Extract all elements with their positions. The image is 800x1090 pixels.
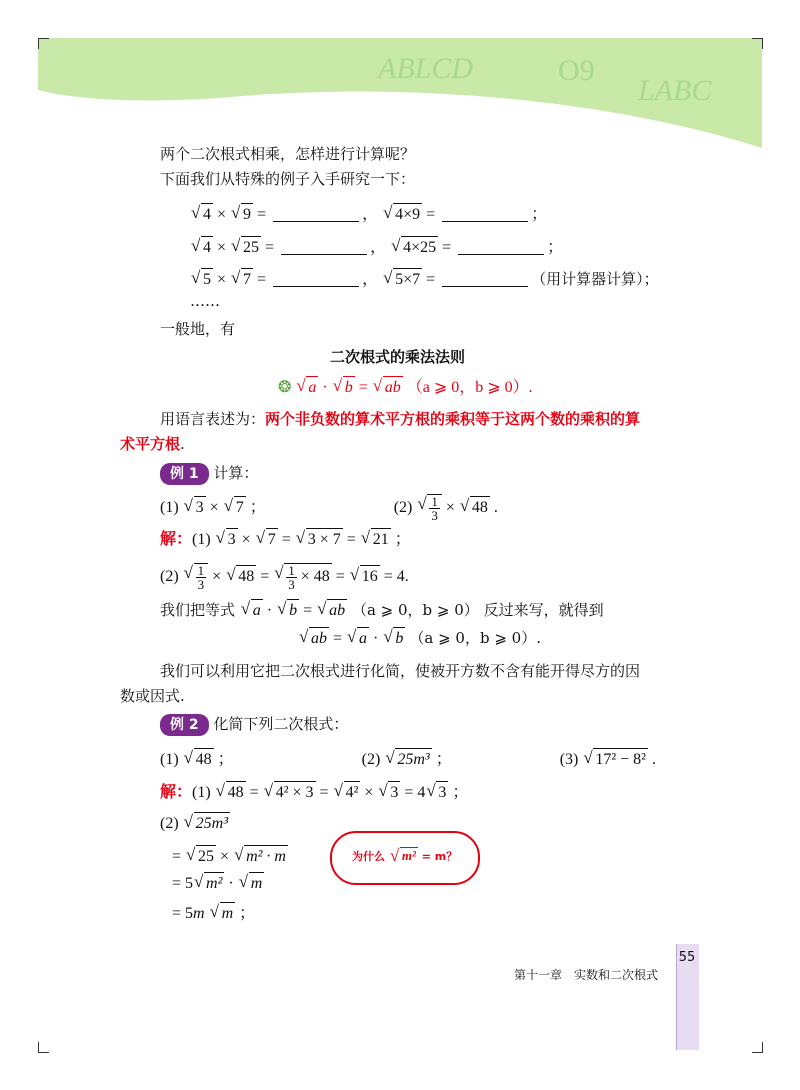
example2-badge: 例 2 <box>160 714 209 736</box>
example2-p3: 17² − 8² <box>593 748 648 771</box>
banner <box>38 38 762 148</box>
crop-mark-bottom-right <box>752 1042 763 1053</box>
example1-s2-result: 16 <box>360 565 380 588</box>
blank-3 <box>281 240 367 255</box>
example1-badge: 例 1 <box>160 463 209 485</box>
rule-condition: （a ⩾ 0，b ⩾ 0）. <box>406 379 533 396</box>
statement-prefix: 用语言表述为： <box>160 410 266 428</box>
example2-step-3: = 5m √ m ； <box>172 902 255 925</box>
crop-mark-bottom-left <box>38 1042 49 1053</box>
r3b: 7 <box>241 268 253 291</box>
rule-icon: ❂ <box>278 379 292 396</box>
banner-watermark-right: LABC <box>638 74 712 107</box>
r1c: 4×9 <box>393 203 422 226</box>
banner-watermark-mid: O9 <box>558 54 595 87</box>
reverse-formula: √ ab = √ a · √ b （a ⩾ 0，b ⩾ 0）. <box>298 627 541 650</box>
example1-p2-label: (2) <box>393 499 413 517</box>
bubble-text: 为什么 <box>352 850 385 863</box>
usage-line-2: 数或因式. <box>120 687 185 705</box>
reverse-cond-2: （a ⩾ 0，b ⩾ 0）. <box>409 629 541 647</box>
rule-b: b <box>343 376 355 399</box>
blank-6 <box>442 272 528 287</box>
exercise-row-1: √ 4 × √ 9 = ， √ 4×9 = ； <box>190 203 547 226</box>
r2b: 25 <box>241 236 261 259</box>
example1-header <box>160 462 258 485</box>
statement-line-2 <box>120 433 185 455</box>
reverse-text-1: 我们把等式 <box>160 601 236 619</box>
r3a: 5 <box>201 268 213 291</box>
example2-solution-2: (2) √ 25m³ <box>160 812 230 835</box>
rule-formula: ❂ √ a · √ b = √ ab （a ⩾ 0，b ⩾ 0）. <box>278 376 533 399</box>
example1-s2-final: = 4. <box>383 568 409 586</box>
calc-note: （用计算器计算）； <box>531 270 659 288</box>
intro-line-2: 下面我们从特殊的例子入手研究一下： <box>160 170 416 188</box>
example1-solution-label: 解： <box>160 529 193 548</box>
rule-title: 二次根式的乘法法则 <box>330 348 466 366</box>
example1-p1-label: (1) <box>160 499 179 517</box>
example1-task: 计算： <box>213 464 259 482</box>
ellipsis: …… <box>190 292 220 310</box>
statement-end: . <box>180 435 185 453</box>
example2-step-2: = 5√ m² · √ m <box>172 872 264 895</box>
statement-line-1 <box>160 408 640 430</box>
example1-solution-1: 解：(1) √ 3 × √ 7 = √ 3 × 7 = √ 21 ； <box>160 528 411 551</box>
exercise-row-2: √ 4 × √ 25 = ， √ 4×25 = ； <box>190 236 563 259</box>
blank-5 <box>273 272 359 287</box>
exercise-row-3: √ 5 × √ 7 = ， √ 5×7 = （用计算器计算）； <box>190 268 659 291</box>
example2-solution-1: 解：(1) √ 48 = √ 4² × 3 = √ 4² × √ 3 = 4√ 3 ； <box>160 781 468 804</box>
crop-mark-top-left <box>38 38 49 49</box>
r2c: 4×25 <box>401 236 438 259</box>
rule-ab: ab <box>383 376 403 399</box>
page-number: 55 <box>678 950 696 965</box>
rule-a: a <box>306 376 318 399</box>
example2-p1: 48 <box>194 748 214 771</box>
bubble-question: 为什么 √ m² = m？ <box>352 847 457 864</box>
example2-task: 化简下列二次根式： <box>213 715 349 733</box>
blank-1 <box>273 207 359 222</box>
reverse-line: 我们把等式 √ a · √ b = √ ab （a ⩾ 0，b ⩾ 0） 反过来写，就得到 <box>160 599 604 622</box>
r1b: 9 <box>241 203 253 226</box>
example2-header <box>160 713 348 736</box>
blank-4 <box>458 240 544 255</box>
reverse-text-2: 反过来写，就得到 <box>483 601 604 619</box>
example2-problems: (1) √ 48 ； (2) √ 25m³ ； (3) √ 17² − 8² . <box>160 748 656 771</box>
statement-highlight-2: 术平方根 <box>120 435 181 453</box>
blank-2 <box>442 207 528 222</box>
r1a: 4 <box>201 203 213 226</box>
example1-solution-2: (2) √ $\frac{1}{3}$ × √ 48 = √ $\frac{1}{3}$ × 48 = √ 16 = 4. <box>160 563 409 591</box>
example1-problems: (1) √ 3 × √ 7 ； (2) √ $\frac{1}{3}$ × √ 48 . <box>160 494 498 522</box>
bubble-tail: = m？ <box>421 850 458 863</box>
banner-watermark-left: ABLCD <box>378 52 474 85</box>
r3c: 5×7 <box>393 268 422 291</box>
example1-s1-result: 21 <box>371 528 391 551</box>
general-text: 一般地，有 <box>160 320 236 338</box>
intro-line-1: 两个二次根式相乘，怎样进行计算呢？ <box>160 145 416 163</box>
example2-step-1: = √ 25 × √ m² · m <box>172 845 288 868</box>
reverse-cond: （a ⩾ 0，b ⩾ 0） <box>351 601 479 619</box>
statement-highlight-1: 两个非负数的算术平方根的乘积等于这两个数的乘积的算 <box>265 410 641 428</box>
usage-line-1: 我们可以利用它把二次根式进行化简，使被开方数不含有能开得尽方的因 <box>160 662 641 680</box>
r2a: 4 <box>201 236 213 259</box>
crop-mark-top-right <box>752 38 763 49</box>
footer-chapter: 第十一章 实数和二次根式 <box>514 968 659 982</box>
example2-solution-label: 解： <box>160 782 193 801</box>
example2-p2: 25m³ <box>395 748 431 771</box>
